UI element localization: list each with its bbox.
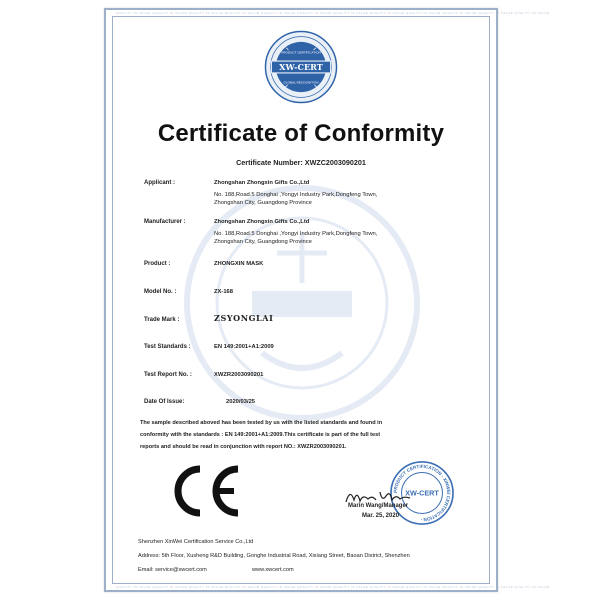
test-standards-value: EN 149:2001+A1:2009 bbox=[214, 344, 274, 350]
ce-mark-icon bbox=[166, 463, 244, 519]
signature-date: Mar. 25, 2020 bbox=[362, 513, 400, 519]
statement-line3: reports and should be read in conjunction with report NO.: XWZR2003090201. bbox=[140, 444, 347, 450]
logo-ring-bottom-text: GLOBAL RECOGNITION bbox=[283, 80, 319, 85]
applicant-address-line2: Zhongshan City, Guangdong Province bbox=[214, 200, 312, 206]
model-no-value: ZX-168 bbox=[214, 289, 234, 295]
applicant-label: Applicant : bbox=[144, 180, 175, 186]
manufacturer-name: Zhongshan Zhongxin Gifts Co.,Ltd bbox=[214, 219, 310, 225]
footer-email[interactable]: Email: service@xwcert.com bbox=[138, 567, 207, 573]
applicant-name: Zhongshan Zhongxin Gifts Co.,Ltd bbox=[214, 180, 310, 186]
model-no-label: Model No. : bbox=[144, 289, 177, 295]
test-report-no-label: Test Report No. : bbox=[144, 372, 192, 378]
conformity-statement bbox=[140, 417, 470, 453]
border-text-bottom: QUALITY IS VALUE QUALITY IS VALUE QUALITY IS VALUE QUALITY IS VALUE QUALITY IS VALUE QUALITY IS VALUE QUALITY IS VALUE QUALITY IS VALUE QUALITY IS VALUE QUALITY IS VALUE QUALITY IS VALUE QUALITY IS VALUE bbox=[116, 585, 550, 589]
test-standards-label: Test Standards : bbox=[144, 344, 191, 350]
stamp-center-text: XW-CERT bbox=[405, 488, 439, 498]
test-report-no-value: XWZR2003090201 bbox=[214, 372, 264, 378]
stamp-ring-text: PRODUCT CERTIFICATION · XINWEI CERTIFICATION · bbox=[392, 463, 452, 523]
certificate-page bbox=[104, 8, 550, 592]
manufacturer-address-line1: No. 188,Road.5 Donghai ,Yongyi Industry Park,Dongfeng Town, bbox=[214, 231, 378, 237]
trade-mark-label: Trade Mark : bbox=[144, 317, 180, 323]
product-label: Product : bbox=[144, 261, 171, 267]
date-of-issue-label: Date Of Issue: bbox=[144, 399, 185, 405]
applicant-address-line1: No. 188,Road.5 Donghai ,Yongyi Industry Park,Dongfeng Town, bbox=[214, 192, 378, 198]
manufacturer-label: Manufacturer : bbox=[144, 219, 186, 225]
footer-website[interactable]: www.xwcert.com bbox=[252, 567, 294, 573]
logo-brand-text: XW-CERT bbox=[279, 61, 323, 72]
certificate-number: Certificate Number: XWZC2003090201 bbox=[236, 158, 366, 167]
certificate-title: Certificate of Conformity bbox=[157, 120, 445, 147]
footer-address: Address: 5th Floor, Xusheng R&D Building, Gonghe Industrial Road, Xixiang Street, Baoan District, Shenzhen bbox=[138, 553, 410, 559]
logo-ring-top-text: PRODUCT CERTIFICATION bbox=[281, 50, 321, 55]
statement-line2: conformity with the standards : EN 149:2001+A1:2009.This certificate is part of the full test bbox=[140, 432, 381, 438]
manufacturer-address-line2: Zhongshan City, Guangdong Province bbox=[214, 239, 312, 245]
product-value: ZHONGXIN MASK bbox=[214, 261, 264, 267]
trade-mark-value: ZSYONGLAI bbox=[214, 313, 274, 323]
signatory-name-title: Marin Wang/Manager bbox=[348, 503, 409, 509]
border-text-top: QUALITY IS VALUE QUALITY IS VALUE QUALITY IS VALUE QUALITY IS VALUE QUALITY IS VALUE QUALITY IS VALUE QUALITY IS VALUE QUALITY IS VALUE QUALITY IS VALUE QUALITY IS VALUE QUALITY IS VALUE QUALITY IS VALUE bbox=[116, 11, 550, 15]
date-of-issue-value: 2020/03/25 bbox=[226, 399, 256, 405]
footer-company: Shenzhen XinWei Certification Service Co.,Ltd bbox=[138, 539, 254, 545]
statement-line1: The sample described aboved has been tested by us with the listed standards and found in bbox=[140, 420, 383, 426]
xw-cert-logo-icon bbox=[264, 30, 338, 104]
